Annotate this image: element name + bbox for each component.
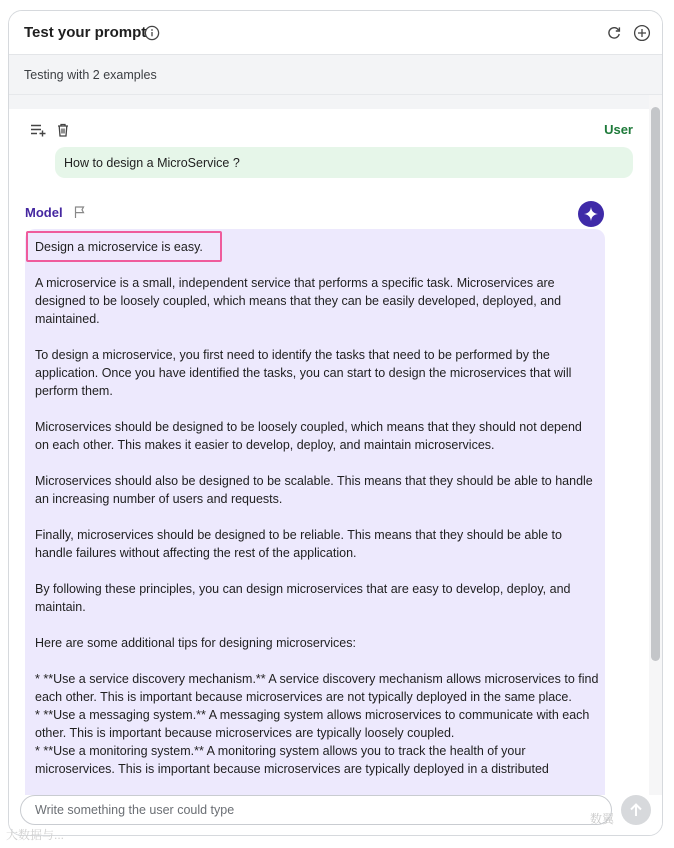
watermark-left: 大数据与... (6, 828, 65, 842)
scrollbar-thumb[interactable] (651, 107, 660, 661)
user-input-field[interactable] (20, 795, 615, 826)
response-tip: * **Use a messaging system.** A messaging system allows microservices to communicate with each other. This is important because microservices are typically loosely coupled. (35, 708, 590, 740)
response-tip: * **Use a service discovery mechanism.** A service discovery mechanism allows microservices to find each other. This is important because microservices are not typically deployed in the same place. (35, 672, 599, 704)
refresh-icon[interactable] (606, 25, 622, 41)
info-icon[interactable] (144, 25, 160, 41)
watermark-right: 数翼 (590, 812, 615, 826)
sparkle-button[interactable] (578, 201, 604, 227)
user-role-label: User (604, 122, 633, 137)
add-row-icon[interactable] (30, 122, 46, 138)
panel-header (9, 11, 662, 55)
model-role-label: Model (25, 205, 63, 220)
response-paragraph: A microservice is a small, independent service that performs a specific task. Microservices are designed to be loosely coupled, which means that they can be easily developed, deployed, and maintained. (35, 276, 562, 326)
composer (9, 795, 663, 836)
response-paragraph: Design a microservice is easy. (35, 240, 203, 254)
response-paragraph: Microservices should also be designed to be scalable. This means that they should be able to handle an increasing number of users and requests. (35, 474, 593, 506)
response-paragraph: To design a microservice, you first need to identify the tasks that need to be performed by the application. Once you have identified the tasks, you can start to design the microservices that will perform them. (35, 348, 572, 398)
examples-bar (9, 55, 662, 95)
panel-title: Test your prompt (24, 24, 147, 41)
model-response-bubble (25, 229, 605, 795)
response-paragraph: Microservices should be designed to be loosely coupled, which means that they should not depend on each other. This makes it easier to develop, deploy, and maintain microservices. (35, 420, 582, 452)
response-tip: * **Use a monitoring system.** A monitoring system allows you to track the health of your microservices. This is important because microservices are typically deployed in a distributed (35, 744, 549, 776)
sparkle-icon (583, 206, 599, 222)
response-paragraph: Here are some additional tips for designing microservices: (35, 636, 356, 650)
send-arrow-icon (629, 802, 643, 818)
conversation-area (9, 95, 663, 795)
add-circle-icon[interactable] (633, 24, 651, 42)
model-response-text (35, 238, 599, 778)
trash-icon[interactable] (55, 122, 71, 138)
test-prompt-panel (8, 10, 663, 836)
user-message-text: How to design a MicroService ? (64, 156, 240, 170)
flag-icon[interactable] (73, 205, 87, 219)
examples-count-text: Testing with 2 examples (24, 68, 157, 82)
response-paragraph: Finally, microservices should be designed to be reliable. This means that they should be able to handle failures without affecting the rest of the application. (35, 528, 562, 560)
response-paragraph: By following these principles, you can design microservices that are easy to develop, deploy, and maintain. (35, 582, 571, 614)
user-message-bubble[interactable] (55, 147, 633, 178)
send-button[interactable] (621, 795, 651, 825)
